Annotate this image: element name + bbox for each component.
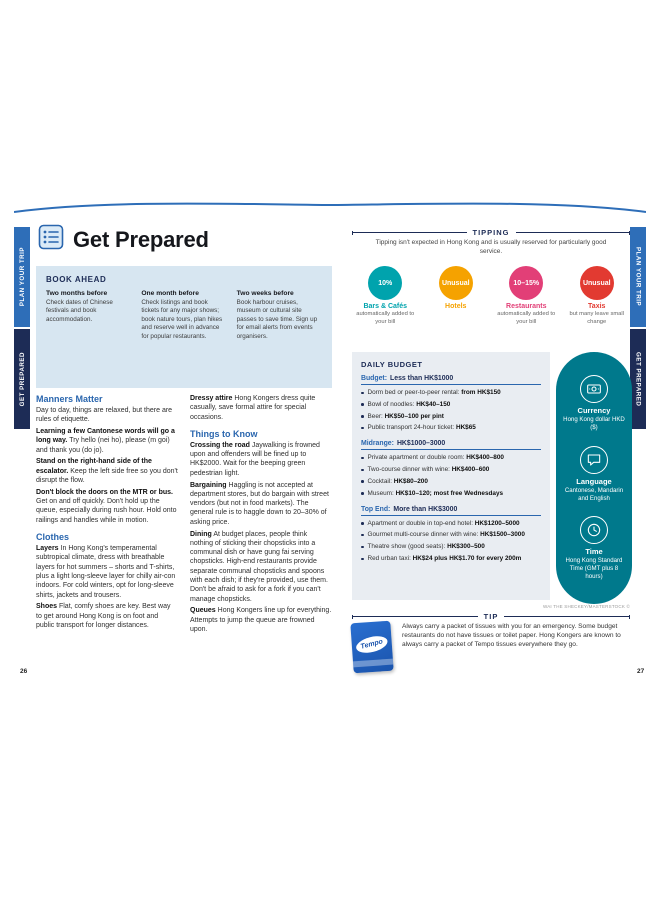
fact-title: Time xyxy=(585,546,603,556)
budget-group-heading-midrange xyxy=(361,436,541,450)
item-text: Bowl of noodles: HK$40–150 xyxy=(367,400,451,408)
page-top-curve-decoration xyxy=(14,196,646,216)
text: Keep the left side free so you don't disrupt the flow. xyxy=(36,467,178,485)
left-text-column xyxy=(36,394,178,637)
item-text: Red urban taxi: HK$24 plus HK$1.70 for every 200m xyxy=(367,555,522,563)
group-label: Budget: xyxy=(361,375,388,382)
tip-header xyxy=(352,612,630,621)
tip-title: TIP xyxy=(483,612,499,621)
fact-time xyxy=(561,516,627,581)
tipping-header xyxy=(352,228,630,237)
fact-text: Hong Kong Standard Time (GMT plus 8 hours) xyxy=(565,556,623,580)
tipping-item-bars-cafes xyxy=(350,266,421,326)
column-text: Book harbour cruises, museum or cultural site passes to save time. Sign up for email alerts from events organisers. xyxy=(236,299,318,340)
section-heading-clothes: Clothes xyxy=(36,532,70,543)
budget-line-item xyxy=(361,401,541,409)
language-icon xyxy=(580,446,608,474)
page-number-right: 27 xyxy=(637,668,645,675)
tipping-note: automatically added to your bill xyxy=(356,311,415,325)
column-heading: One month before xyxy=(141,290,199,297)
paragraph-dressy-attire xyxy=(190,394,332,422)
bullet-dot xyxy=(361,558,364,561)
bullet-dot xyxy=(361,522,364,525)
item-text: Apartment or double in top-end hotel: HK$1200–5000 xyxy=(367,519,520,527)
bold-lead: Learning a few Cantonese words will go a long way. xyxy=(36,428,175,445)
fact-currency xyxy=(561,375,627,432)
tissue-stripe xyxy=(353,659,393,668)
budget-line-item xyxy=(361,531,541,539)
item-text: Beer: HK$50–100 per pint xyxy=(367,412,444,420)
photo-credit: WAI THE SHECKEY/MASTERSTOCK © xyxy=(542,604,630,609)
text: Try hello (nei ho), please (m goi) and thank you (do jo). xyxy=(36,437,170,454)
group-label: Midrange: xyxy=(361,440,394,448)
bullet-dot xyxy=(361,457,364,460)
bold-lead: Don't block the doors on the MTR or bus. xyxy=(36,488,173,496)
fact-title: Currency xyxy=(577,406,611,416)
book-ahead-column-one-month xyxy=(141,290,226,341)
currency-icon xyxy=(580,375,608,403)
tab-label: GET PREPARED xyxy=(634,351,642,407)
group-amount: Less than HK$1000 xyxy=(390,375,454,382)
bullet-dot xyxy=(361,403,364,406)
budget-group-heading-budget xyxy=(361,371,541,385)
bullet-dot xyxy=(361,392,364,395)
budget-line-item xyxy=(361,389,541,397)
bold-lead: Queues xyxy=(190,607,216,615)
bullet-dot xyxy=(361,492,364,495)
paragraph-cantonese-words xyxy=(36,427,178,455)
item-text: Theatre show (good seats): HK$300–500 xyxy=(367,543,485,551)
sidebar-tab-plan-your-trip-right xyxy=(630,227,646,327)
paragraph-queues xyxy=(190,606,332,634)
tipping-note: automatically added to your bill xyxy=(497,311,556,325)
bold-lead: Crossing the road xyxy=(190,441,250,449)
rule-line xyxy=(504,616,629,617)
book-ahead-columns xyxy=(46,290,322,341)
budget-line-item xyxy=(361,424,541,432)
rule-tick xyxy=(629,231,630,235)
tab-label: PLAN YOUR TRIP xyxy=(634,247,642,307)
rule-line xyxy=(353,616,478,617)
tipping-item-taxis xyxy=(562,266,633,326)
bold-lead: Dining xyxy=(190,530,212,538)
bold-lead: Stand on the right-hand side of the escalator. xyxy=(36,458,152,475)
item-text: Cocktail: HK$80–200 xyxy=(367,477,428,485)
book-ahead-column-two-weeks xyxy=(237,290,322,341)
bold-lead: Bargaining xyxy=(190,481,227,489)
tipping-value-badge: Unusual xyxy=(580,266,614,300)
bullet-dot xyxy=(361,480,364,483)
tab-label: GET PREPARED xyxy=(18,351,26,407)
paragraph-layers xyxy=(36,544,178,600)
checklist-icon xyxy=(38,224,64,255)
tipping-intro: Tipping isn't expected in Hong Kong and is usually reserved for particularly good service. xyxy=(375,239,607,255)
tissue-logo-oval xyxy=(354,633,389,655)
rule-line xyxy=(353,232,467,233)
tipping-note: but many leave small change xyxy=(569,311,624,325)
section-heading-things-to-know: Things to Know xyxy=(190,428,258,439)
tipping-title: TIPPING xyxy=(472,228,510,237)
tipping-circles-row xyxy=(350,266,632,326)
paragraph-manners-intro xyxy=(36,406,178,425)
text: In Hong Kong's temperamental subtropical climate, dress with breathable layers for hot summers – shorts and T-shirts, plus a light long-sleeve layer for chilly air-con indoors. For cold winters, opt for long-sleeve shirts, jackets and trousers. xyxy=(36,545,176,599)
budget-line-item xyxy=(361,555,541,563)
text: Get on and off quickly. Don't hold up the queue, especially during rush hour. Hold onto railings and handles while in motion. xyxy=(36,498,177,524)
paragraph-escalator xyxy=(36,457,178,485)
item-text: Museum: HK$10–120; most free Wednesdays xyxy=(367,489,504,497)
text: Hong Kongers dress quite casually, save formal attire for special occasions. xyxy=(190,395,316,421)
bold-lead: Dressy attire xyxy=(190,395,233,402)
tipping-label: Restaurants xyxy=(506,303,547,310)
tipping-label: Hotels xyxy=(445,303,467,310)
quick-facts-capsule xyxy=(556,352,632,604)
tipping-value-badge: 10% xyxy=(368,266,402,300)
fact-language xyxy=(561,446,627,503)
sidebar-tab-get-prepared-left xyxy=(14,329,30,429)
time-icon xyxy=(580,516,608,544)
item-text: Dorm bed or peer-to-peer rental: from HK$150 xyxy=(367,389,501,396)
item-text: Public transport 24-hour ticket: HK$65 xyxy=(367,424,476,432)
book-ahead-panel xyxy=(36,266,332,388)
column-heading: Two weeks before xyxy=(236,290,294,297)
tipping-item-hotels xyxy=(421,266,492,326)
daily-budget-title: DAILY BUDGET xyxy=(361,360,423,369)
section-heading-manners-matter: Manners Matter xyxy=(36,394,103,404)
fact-title: Language xyxy=(576,476,612,486)
budget-line-item xyxy=(361,466,541,474)
paragraph-bargaining xyxy=(190,481,332,527)
column-heading: Two months before xyxy=(46,290,108,297)
paragraph-dining xyxy=(190,530,332,604)
text: Flat, comfy shoes are key. Best way to get around Hong Kong is on foot and public transport for longer distances. xyxy=(36,603,171,629)
budget-line-item xyxy=(361,543,541,551)
fact-text: Hong Kong dollar HKD ($) xyxy=(563,416,625,432)
tipping-value-badge: 10–15% xyxy=(509,266,543,300)
item-text: Private apartment or double room: HK$400–800 xyxy=(367,454,504,462)
page-title: Get Prepared xyxy=(73,226,209,252)
column-text: Check dates of Chinese festivals and book accommodation. xyxy=(46,299,113,323)
body-text-columns xyxy=(36,394,332,637)
budget-line-item xyxy=(361,454,541,462)
rule-tick xyxy=(629,615,630,619)
paragraph-crossing-road xyxy=(190,441,332,478)
paragraph-shoes xyxy=(36,602,178,630)
column-text: Check listings and book tickets for any major shows; book nature tours, plan hikes and reserve well in advance for popular restaurants. xyxy=(141,299,223,340)
text: Jaywalking is frowned upon and offenders will be fined up to HK$2000. Wait for the beeping green pedestrian light. xyxy=(190,441,320,477)
text: Hong Kongers line up for everything. Attempts to jump the queue are frowned upon. xyxy=(190,607,332,634)
tipping-label: Taxis xyxy=(588,303,606,310)
tip-section xyxy=(352,622,630,672)
budget-line-item xyxy=(361,490,541,498)
tip-text: Always carry a packet of tissues with you for an emergency. Some budget restaurants do not have tissues or toilet paper. Hong Kongers are known to always carry a packet of Tempo tissues everywhere they go. xyxy=(402,623,621,649)
paragraph-mtr-doors xyxy=(36,488,178,525)
group-label: Top End: xyxy=(361,505,391,513)
budget-group-heading-top-end xyxy=(361,502,541,516)
right-text-column xyxy=(190,394,332,637)
bullet-dot xyxy=(361,427,364,430)
tipping-value-badge: Unusual xyxy=(439,266,473,300)
bold-lead: Shoes xyxy=(36,603,58,611)
fact-text: Cantonese, Mandarin and English xyxy=(564,486,624,502)
text: At budget places, people think nothing of sticking their chopsticks into a communal dish or have gung fai serving chopsticks. High-end restaurants provide separate communal chopsticks and spoons with each dish; if they're provided, use them. Don't be afraid to ask for a fork if you can't manage chopsticks. xyxy=(190,530,328,603)
bullet-dot xyxy=(361,469,364,472)
rule-line xyxy=(516,232,630,233)
item-text: Two-course dinner with wine: HK$400–600 xyxy=(367,466,490,474)
tab-label: PLAN YOUR TRIP xyxy=(18,247,26,307)
page-number-left: 26 xyxy=(20,668,28,675)
text: Day to day, things are relaxed, but there are rules of etiquette. xyxy=(36,407,173,424)
daily-budget-panel xyxy=(352,352,550,600)
sidebar-tab-get-prepared-right xyxy=(630,329,646,429)
bullet-dot xyxy=(361,415,364,418)
item-text: Gourmet multi-course dinner with wine: HK$1500–3000 xyxy=(367,531,525,539)
tissue-brand-label: Tempo xyxy=(359,638,384,651)
bullet-dot xyxy=(361,546,364,549)
bullet-dot xyxy=(361,534,364,537)
group-amount: HK$1000–3000 xyxy=(396,440,446,448)
book-ahead-column-two-months xyxy=(46,290,131,341)
tipping-label: Bars & Cafés xyxy=(363,303,408,310)
book-ahead-title: BOOK AHEAD xyxy=(46,275,107,284)
bold-lead: Layers xyxy=(36,545,59,553)
budget-line-item xyxy=(361,520,541,528)
tissue-pack-image xyxy=(350,621,393,674)
chapter-header xyxy=(38,224,209,255)
budget-line-item xyxy=(361,413,541,421)
budget-line-item xyxy=(361,478,541,486)
text: Haggling is not accepted at department stores, but do bargain with street vendors (but not in food markets). The general rule is to haggle down to 20–30% of asking price. xyxy=(190,481,329,526)
tipping-item-restaurants xyxy=(491,266,562,326)
group-amount: More than HK$3000 xyxy=(393,505,458,513)
sidebar-tab-plan-your-trip-left xyxy=(14,227,30,327)
